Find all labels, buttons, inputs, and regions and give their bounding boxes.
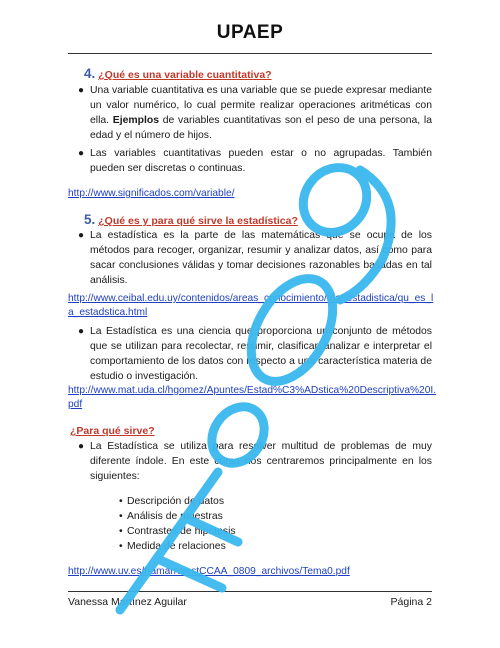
bullet-variable-definition	[78, 83, 432, 143]
bullet-text: La estadística es la parte de las matemáticas que se ocupa de los métodos para recoger, organizar, resumir y analizar datos, así como para sacar conclusiones válidas y tomar decisiones razonables basadas en tal análisis.	[90, 230, 432, 286]
footer-author: Vanessa Martínez Aguilar	[68, 596, 187, 608]
question-number: 5.	[84, 212, 96, 227]
bullet-icon: ●	[78, 148, 85, 159]
list-item: • Descripción de datos	[121, 494, 236, 509]
uses-list	[121, 494, 236, 554]
question-number: 4.	[84, 66, 96, 81]
link-significados[interactable]: http://www.significados.com/variable/	[68, 188, 235, 199]
link-ceibal[interactable]: http://www.ceibal.edu.uy/contenidos/areas_conocimiento/mat/estadistica/qu_es_la_estadstica.html	[68, 293, 434, 318]
link-uda[interactable]: http://www.mat.uda.cl/hgomez/Apuntes/Estad%C3%ADstica%20Descriptiva%20I.pdf	[68, 385, 437, 410]
bullet-text: La Estadística se utiliza para resolver multitud de problemas de muy diferente índole. En este curso nos centraremos principalmente en los siguientes:	[90, 441, 432, 482]
question-text: ¿Qué es una variable cuantitativa?	[98, 69, 272, 81]
bullet-variable-types	[78, 146, 432, 176]
list-item: • Contrastes de hipótesis	[121, 524, 236, 539]
question-5-heading	[84, 212, 298, 227]
list-item: • Medida de relaciones	[121, 539, 236, 554]
header-title: UPAEP	[216, 22, 284, 43]
question-text: ¿Qué es y para qué sirve la estadística?	[98, 215, 298, 227]
bullet-text: La Estadística es una ciencia que proporciona un conjunto de métodos que se utilizan para recolectar, resumir, clasificar, analizar e interpretar el comportamiento de los datos con respecto a una característica materia de estudio o investigación.	[90, 326, 432, 382]
bullet-estadistica-definition	[78, 228, 432, 288]
footer-page-number: Página 2	[390, 596, 432, 608]
footer-rule	[68, 591, 432, 592]
bullet-text: Las variables cuantitativas pueden estar o no agrupadas. También pueden ser discretas o continuas.	[90, 148, 432, 174]
bullet-estadistica-ciencia	[78, 324, 432, 384]
link-uv[interactable]: http://www.uv.es/framarru/estCCAA_0809_archivos/Tema0.pdf	[68, 566, 350, 577]
bullet-bold-text: Ejemplos	[112, 115, 159, 126]
bullet-icon: ●	[78, 326, 85, 337]
bullet-icon: ●	[78, 85, 85, 96]
bullet-para-que-sirve	[78, 439, 432, 484]
bullet-icon: ●	[78, 230, 85, 241]
bullet-icon: ●	[78, 441, 85, 452]
question-4-heading	[84, 66, 272, 81]
list-item: • Análisis de muestras	[121, 509, 236, 524]
para-que-sirve-heading: ¿Para qué sirve?	[70, 425, 155, 437]
bullet-text-after: de variables cuantitativas son el peso de una persona, la edad y el número de hijos.	[90, 115, 432, 141]
bullet-text-before: Una variable cuantitativa es una variable que se puede expresar mediante un valor numérico, lo cual permite realizar operaciones aritméticas con ella.	[90, 85, 432, 126]
